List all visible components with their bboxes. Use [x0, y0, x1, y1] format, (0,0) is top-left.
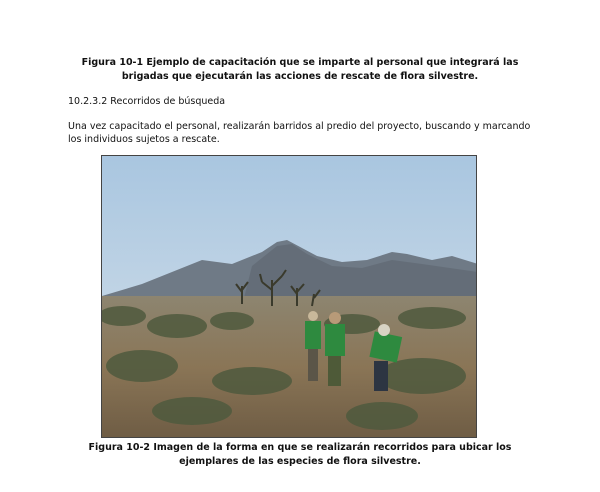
- body-paragraph: [68, 120, 538, 146]
- photo-illustration: [102, 156, 477, 438]
- figure-1-caption: [60, 56, 540, 84]
- section-heading: 10.2.3.2 Recorridos de búsqueda: [68, 96, 226, 107]
- figure-2-caption-line: Figura 10-2 Imagen de la forma en que se realizarán recorridos para ubicar los: [88, 442, 512, 453]
- figure-1-caption-line: brigadas que ejecutarán las acciones de rescate de flora silvestre.: [121, 71, 479, 82]
- figure-1-caption-line: Figura 10-1 Ejemplo de capacitación que se imparte al personal que integrará las: [81, 57, 519, 68]
- figure-2-caption-line: ejemplares de las especies de flora silvestre.: [179, 456, 421, 467]
- field-survey-photo: [101, 155, 477, 438]
- paragraph-line: Una vez capacitado el personal, realizarán barridos al predio del proyecto, buscando y marcando: [68, 121, 531, 132]
- figure-2-caption: [60, 441, 540, 469]
- paragraph-line: los individuos sujetos a rescate.: [68, 134, 220, 145]
